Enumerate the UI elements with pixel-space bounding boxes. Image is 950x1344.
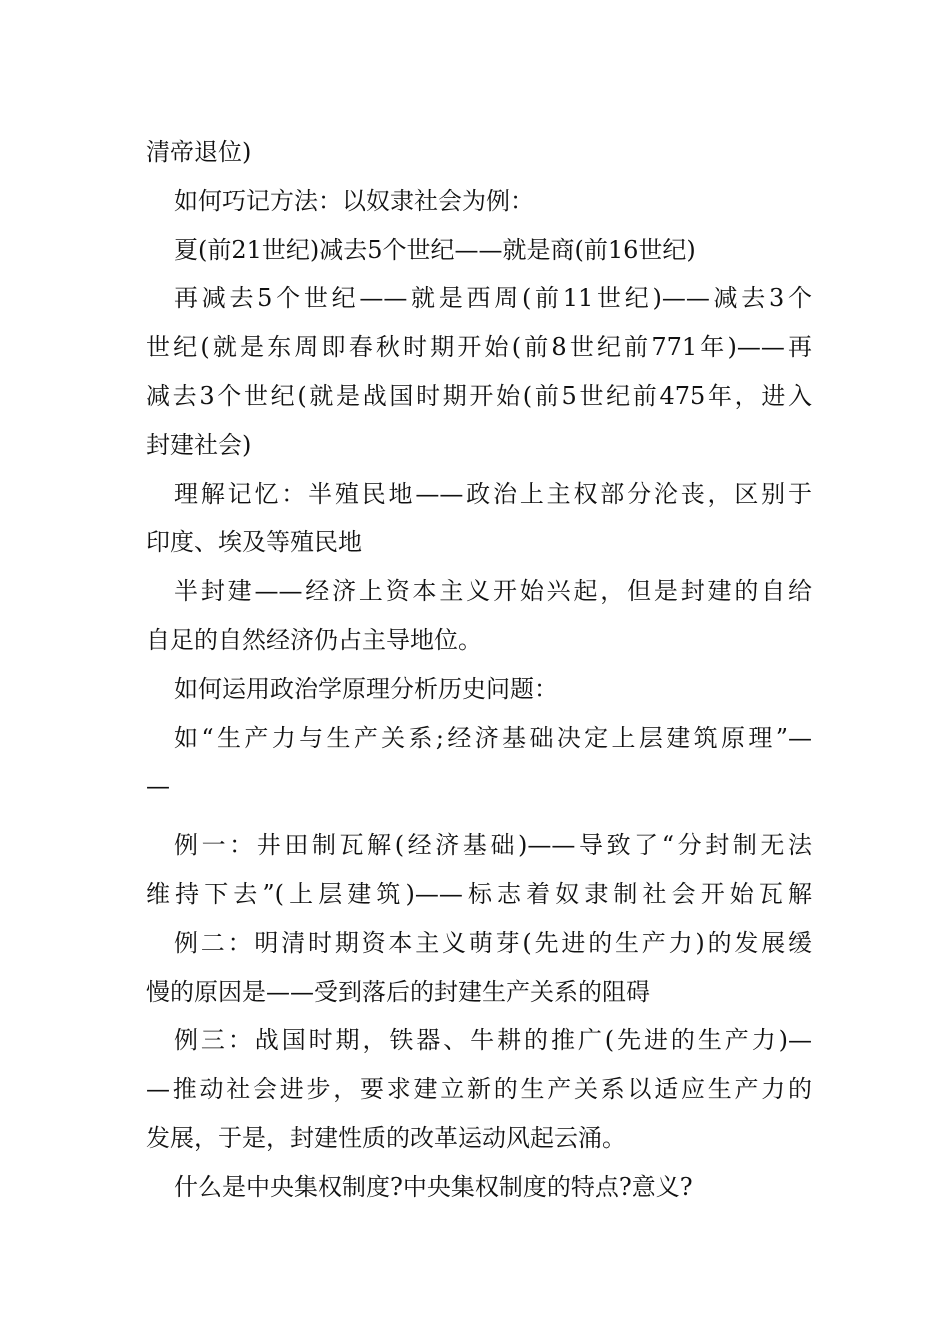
paragraph-line: 减去3个世纪(就是战国时期开始(前5世纪前475年，进入 <box>146 381 812 410</box>
paragraph-line: 清帝退位) <box>146 138 252 166</box>
document-body <box>146 128 812 1212</box>
paragraph-line: 例二：明清时期资本主义萌芽(先进的生产力)的发展缓 <box>174 928 812 957</box>
paragraph-line: 例三：战国时期，铁器、牛耕的推广(先进的生产力)— <box>174 1026 812 1055</box>
paragraph-line: 印度、埃及等殖民地 <box>146 528 362 557</box>
paragraph-line: —推动社会进步，要求建立新的生产关系以适应生产力的 <box>146 1075 812 1104</box>
paragraph-line: 如何运用政治学原理分析历史问题： <box>174 674 558 703</box>
paragraph-line: 夏(前21世纪)减去5个世纪——就是商(前16世纪) <box>174 235 696 264</box>
paragraph-line: 如何巧记方法：以奴隶社会为例： <box>174 186 534 215</box>
paragraph-line: 封建社会) <box>146 430 252 459</box>
paragraph-line: 发展，于是，封建性质的改革运动风起云涌。 <box>146 1123 626 1152</box>
paragraph-line: 再减去5个世纪——就是西周(前11世纪)——减去3个 <box>174 284 812 313</box>
paragraph-line: 世纪(就是东周即春秋时期开始(前8世纪前771年)——再 <box>146 333 812 362</box>
paragraph-line: 理解记忆：半殖民地——政治上主权部分沦丧，区别于 <box>174 479 812 508</box>
paragraph-line: 自足的自然经济仍占主导地位。 <box>146 625 482 654</box>
paragraph-line: — <box>146 772 170 801</box>
paragraph-line: 例一：井田制瓦解(经济基础)——导致了“分封制无法 <box>174 831 812 860</box>
paragraph-line: 慢的原因是——受到落后的封建生产关系的阻碍 <box>146 977 650 1006</box>
paragraph-line: 什么是中央集权制度?中央集权制度的特点?意义? <box>174 1172 693 1201</box>
paragraph-line: 如“生产力与生产关系;经济基础决定上层建筑原理”— <box>174 723 812 752</box>
paragraph-line: 半封建——经济上资本主义开始兴起，但是封建的自给 <box>174 577 812 606</box>
paragraph-line: 维持下去”(上层建筑)——标志着奴隶制社会开始瓦解 <box>146 879 812 908</box>
